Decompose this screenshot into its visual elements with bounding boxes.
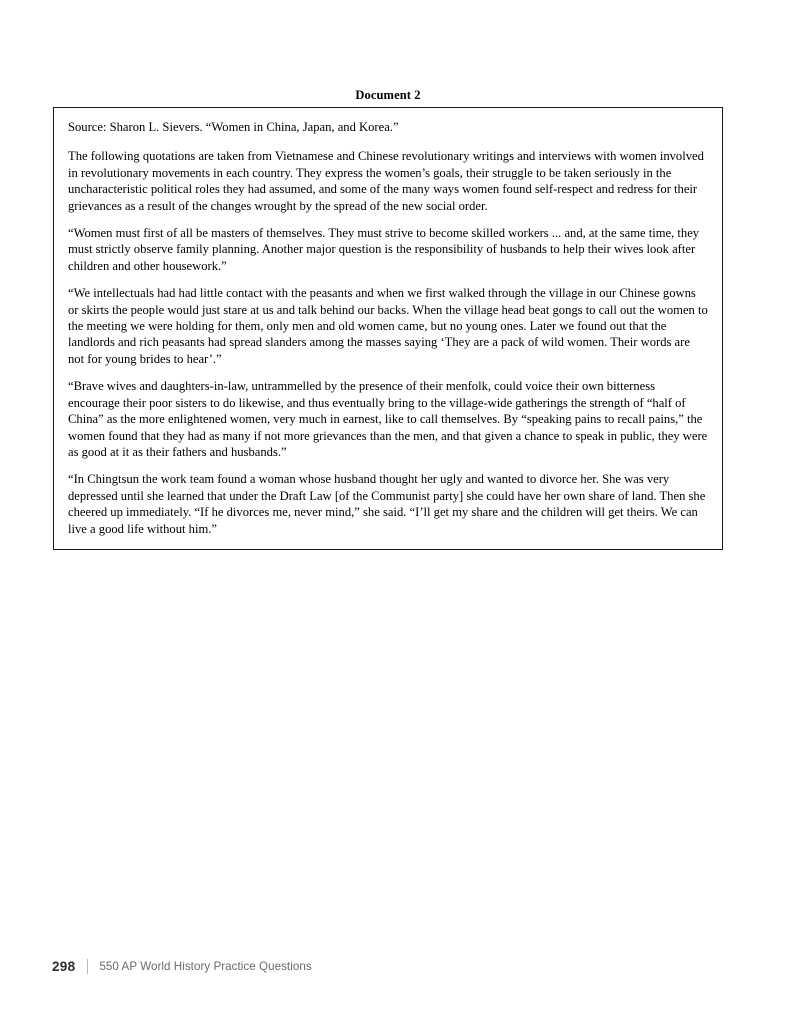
document-paragraph-5: “In Chingtsun the work team found a woman whose husband thought her ugly and wanted to divorce her. She was very depressed until she learned that under the Draft Law [of the Communist party] she could have her own share of land. Then she cheered up immediately. “If he divorces me, never mind,” she said. “I’ll get my share and the children will get theirs. We can live a good life without him.” xyxy=(68,472,706,536)
page-footer xyxy=(52,959,312,974)
footer-book-title: 550 AP World History Practice Questions xyxy=(99,960,312,973)
footer-divider xyxy=(87,959,88,974)
source-attribution-line: Source: Sharon L. Sievers. “Women in China, Japan, and Korea.” xyxy=(68,120,399,134)
document-heading: Document 2 xyxy=(355,88,421,102)
source-document-box xyxy=(53,107,723,550)
footer-page-number: 298 xyxy=(52,959,76,974)
document-paragraph-2: “Women must first of all be masters of themselves. They must strive to become skilled workers ... and, at the same time, they must strictly observe family planning. Another major question is the responsibility of husbands to help their wives look after children and other housework.” xyxy=(68,226,700,273)
document-paragraph-4: “Brave wives and daughters-in-law, untrammelled by the presence of their menfolk, could voice their own bitterness encourage their poor sisters to do likewise, and thus eventually bring to the village-wide gatherings the strength of “half of China” as the more enlightened women, very much in earnest, like to call themselves. By “speaking pains to recall pains,” the women found that they had as many if not more grievances than the men, and that given a chance to speak in public, they were as good at it as their fathers and husbands.” xyxy=(68,379,708,459)
document-paragraph-3: “We intellectuals had had little contact with the peasants and when we first walked through the village in our Chinese gowns or skirts the people would just stare at us and talk behind our backs. When the village head beat gongs to call out the women to the meeting we were holding for them, only men and old women came, but no young ones. Later we found out that the landlords and rich peasants had spread slanders among the masses saying ‘They are a pack of wild women. Their words are not for young brides to hear’.” xyxy=(68,286,708,366)
source-document-text xyxy=(68,119,709,537)
document-paragraph-1: The following quotations are taken from Vietnamese and Chinese revolutionary writings and interviews with women involved in revolutionary movements in each country. They express the women’s goals, their struggle to be taken seriously in the uncharacteristic political roles they had assumed, and some of the many ways women found self-respect and redress for their grievances as a result of the changes wrought by the spread of the new social order. xyxy=(68,149,704,213)
